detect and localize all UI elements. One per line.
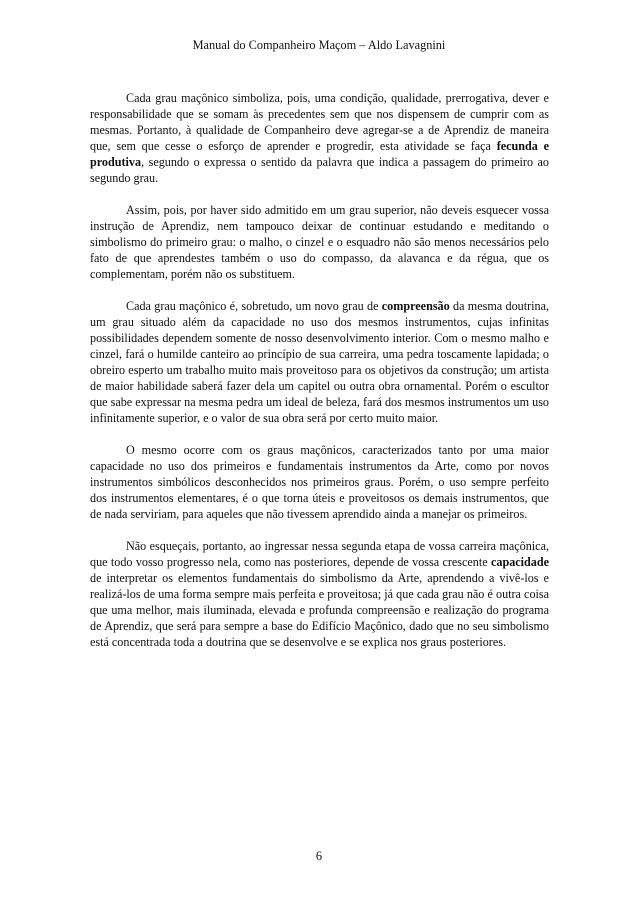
paragraph-1 <box>90 90 549 186</box>
paragraph-3-text-2: da mesma doutrina, um grau situado além da capacidade no uso dos mesmos instrumentos, cujas infinitas possibilidades dependem somente de nosso desenvolvimento interior. Com o mesmo malho e cinzel, fará o humilde canteiro ao princípio de sua carreira, uma pedra toscamente lapidada; o obreiro esperto um trabalho muito mais proveitoso para os objetivos da construção; um artista de maior habilidade saberá fazer dela um capitel ou outra obra ornamental. Porém o escultor que sabe expressar na mesma pedra um ideal de beleza, fará dos mesmos instrumentos um uso infinitamente superior, e o valor de sua obra será por certo muito maior. <box>90 299 549 425</box>
paragraph-1-text-1: Cada grau maçônico simboliza, pois, uma condição, qualidade, prerrogativa, dever e responsabilidade que se somam às precedentes sem que nos dispensem de cumprir com as mesmas. Portanto, à qualidade de Companheiro deve agregar-se a de Aprendiz de maneira que, sem que cesse o esforço de aprender e progredir, esta atividade se faça <box>90 91 549 153</box>
paragraph-4-text-1: O mesmo ocorre com os graus maçônicos, caracterizados tanto por uma maior capacidade no uso dos primeiros e fundamentais instrumentos da Arte, como por novos instrumentos simbólicos desconhecidos nos primeiros graus. Porém, o uso sempre perfeito dos instrumentos elementares, é o que torna úteis e proveitosos os demais instrumentos, que de nada serviriam, para aqueles que não tivessem aprendido ainda a manejar os primeiros. <box>90 443 549 521</box>
paragraph-3-text-1: Cada grau maçônico é, sobretudo, um novo grau de <box>126 299 382 313</box>
paragraph-4 <box>90 442 549 522</box>
paragraph-1-text-2: , segundo o expressa o sentido da palavra que indica a passagem do primeiro ao segundo grau. <box>90 155 549 185</box>
paragraph-1-bold-fecunda-e-produtiva: fecunda e produtiva <box>90 139 550 169</box>
paragraph-2 <box>90 202 549 282</box>
page-number: 6 <box>315 849 323 863</box>
paragraph-5-text-2: de interpretar os elementos fundamentais do simbolismo da Arte, aprendendo a vivê-los e realizá-los de uma forma sempre mais perfeita e proveitosa; já que cada grau não é outra coisa que uma melhor, mais iluminada, elevada e profunda compreensão e realização do programa de Aprendiz, que será para sempre a base do Edifício Maçônico, dado que no seu simbolismo está concentrada toda a doutrina que se desenvolve e se explica nos graus posteriores. <box>90 571 549 649</box>
paragraph-2-text-1: Assim, pois, por haver sido admitido em um grau superior, não deveis esquecer vossa instrução de Aprendiz, nem tampouco deixar de continuar estudando e meditando o simbolismo do primeiro grau: o malho, o cinzel e o esquadro não são menos necessários pelo fato de que aprendestes também o uso do compasso, da alavanca e da régua, que os complementam, porém não os substituem. <box>90 203 549 281</box>
running-header: Manual do Companheiro Maçom – Aldo Lavagnini <box>192 38 446 52</box>
body-text <box>90 90 549 666</box>
paragraph-3-bold-compreensao: compreensão <box>381 299 450 313</box>
paragraph-5 <box>90 538 549 650</box>
paragraph-3 <box>90 298 549 426</box>
paragraph-5-bold-capacidade: capacidade <box>490 555 549 569</box>
paragraph-5-text-1: Não esqueçais, portanto, ao ingressar nessa segunda etapa de vossa carreira maçônica, que todo vosso progresso nela, como nas posteriores, depende de vossa crescente <box>90 539 549 569</box>
